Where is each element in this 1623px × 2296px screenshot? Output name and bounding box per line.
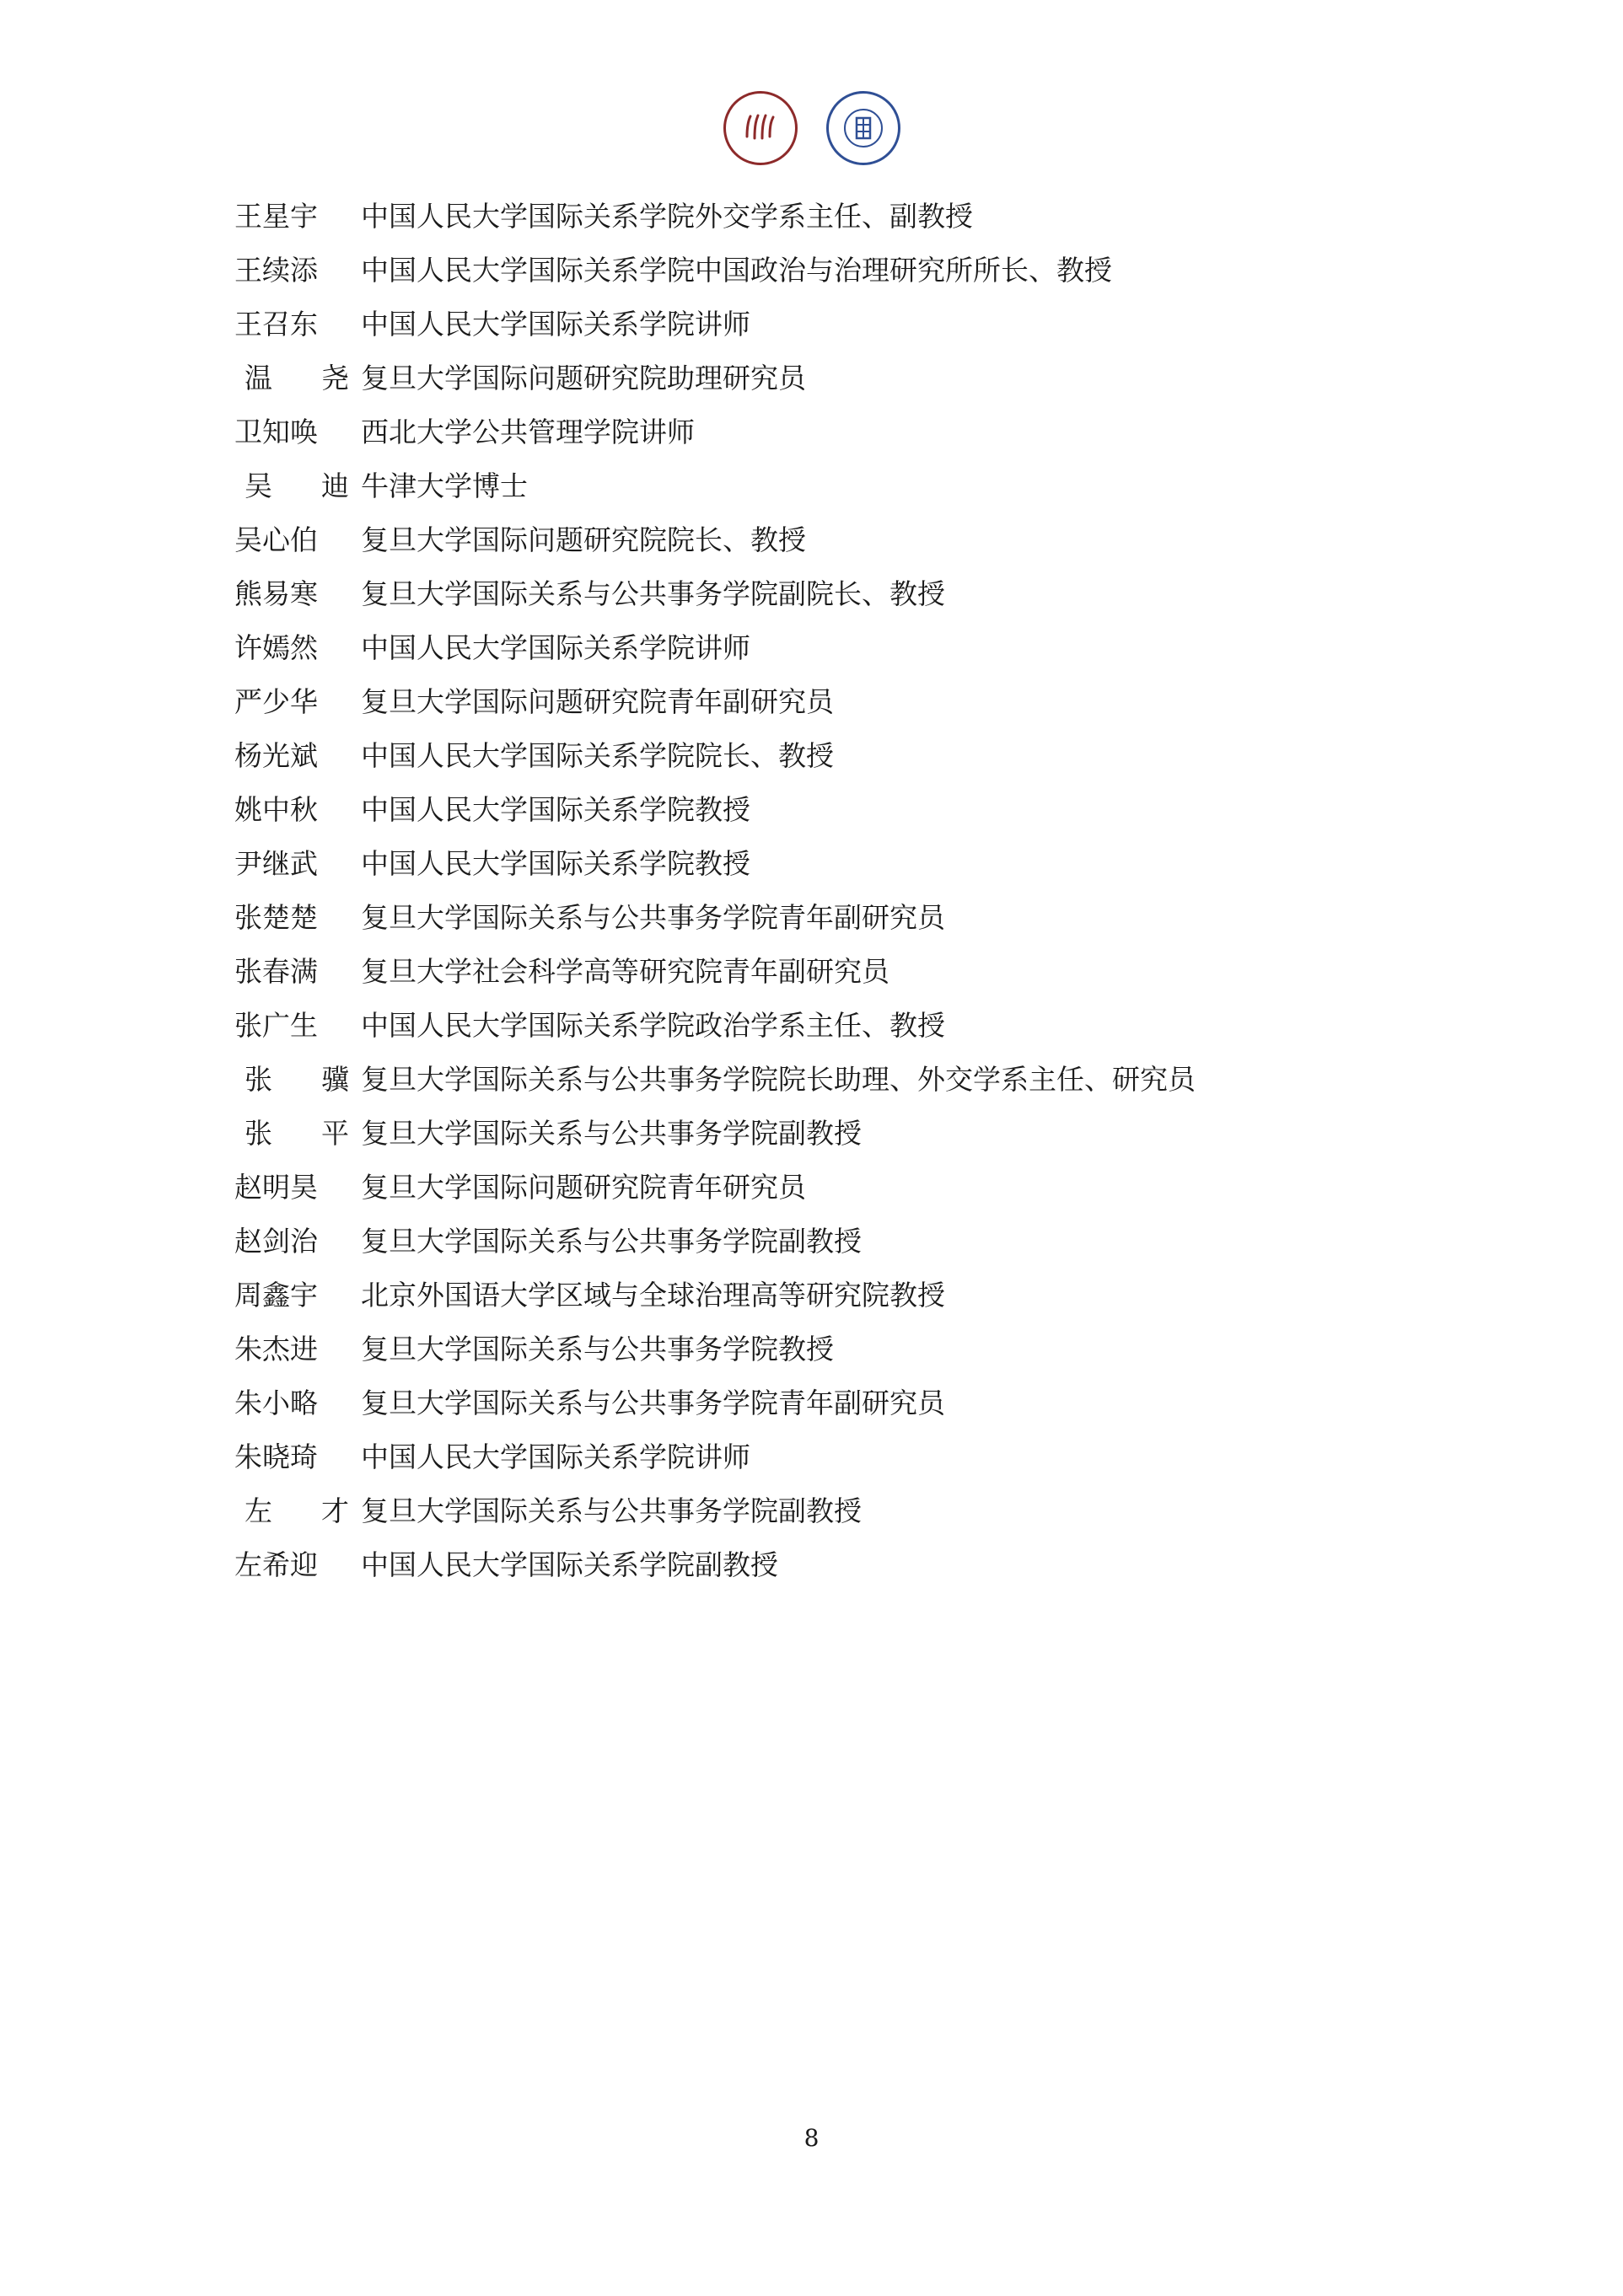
participant-name: 吴 迪 bbox=[245, 469, 349, 502]
list-item bbox=[234, 675, 1432, 729]
participant-affiliation: 复旦大学国际关系与公共事务学院副教授 bbox=[361, 1494, 862, 1527]
participant-affiliation: 复旦大学国际问题研究院院长、教授 bbox=[361, 523, 806, 556]
participant-name: 张 平 bbox=[245, 1117, 349, 1150]
participant-name: 张楚楚 bbox=[234, 901, 318, 934]
list-item bbox=[234, 513, 1432, 567]
participant-name: 熊易寒 bbox=[234, 577, 318, 610]
participant-affiliation: 复旦大学国际问题研究院青年副研究员 bbox=[361, 685, 834, 718]
participant-name: 张 骥 bbox=[245, 1063, 349, 1096]
participant-name: 左希迎 bbox=[234, 1548, 318, 1581]
participant-name: 朱小略 bbox=[234, 1387, 318, 1419]
participant-affiliation: 中国人民大学国际关系学院中国政治与治理研究所所长、教授 bbox=[361, 254, 1112, 287]
list-item bbox=[234, 244, 1432, 298]
participant-affiliation: 复旦大学国际关系与公共事务学院教授 bbox=[361, 1333, 834, 1365]
participant-name: 王续添 bbox=[234, 254, 318, 287]
participant-affiliation: 中国人民大学国际关系学院院长、教授 bbox=[361, 739, 834, 772]
list-item bbox=[234, 1322, 1432, 1376]
list-item bbox=[234, 999, 1432, 1053]
list-item bbox=[234, 1269, 1432, 1322]
list-item bbox=[234, 1053, 1432, 1107]
list-item bbox=[234, 1430, 1432, 1484]
participant-affiliation: 中国人民大学国际关系学院外交学系主任、副教授 bbox=[361, 200, 973, 233]
list-item bbox=[234, 190, 1432, 244]
participant-affiliation: 北京外国语大学区域与全球治理高等研究院教授 bbox=[361, 1279, 945, 1312]
list-item bbox=[234, 405, 1432, 459]
list-item bbox=[234, 567, 1432, 621]
page-number: 8 bbox=[803, 2124, 820, 2152]
ruc-logo-icon bbox=[723, 91, 798, 165]
participant-affiliation: 复旦大学国际关系与公共事务学院青年副研究员 bbox=[361, 1387, 945, 1419]
list-item bbox=[234, 1376, 1432, 1430]
list-item bbox=[234, 1161, 1432, 1215]
participant-name: 朱晓琦 bbox=[234, 1440, 318, 1473]
participant-affiliation: 复旦大学国际问题研究院青年研究员 bbox=[361, 1171, 806, 1204]
fudan-logo-icon bbox=[826, 91, 900, 165]
participant-affiliation: 西北大学公共管理学院讲师 bbox=[361, 416, 695, 448]
list-item bbox=[234, 891, 1432, 945]
participant-list bbox=[234, 190, 1432, 1592]
list-item bbox=[234, 945, 1432, 999]
participant-name: 周鑫宇 bbox=[234, 1279, 318, 1312]
participant-name: 赵剑治 bbox=[234, 1225, 318, 1258]
participant-name: 赵明昊 bbox=[234, 1171, 318, 1204]
participant-affiliation: 中国人民大学国际关系学院教授 bbox=[361, 793, 750, 826]
participant-affiliation: 复旦大学社会科学高等研究院青年副研究员 bbox=[361, 955, 889, 988]
list-item bbox=[234, 837, 1432, 891]
list-item bbox=[234, 1215, 1432, 1269]
participant-name: 姚中秋 bbox=[234, 793, 318, 826]
participant-affiliation: 中国人民大学国际关系学院教授 bbox=[361, 847, 750, 880]
list-item bbox=[234, 1107, 1432, 1161]
participant-affiliation: 复旦大学国际问题研究院助理研究员 bbox=[361, 362, 806, 394]
participant-name: 尹继武 bbox=[234, 847, 318, 880]
participant-name: 左 才 bbox=[245, 1494, 349, 1527]
participant-name: 许嫣然 bbox=[234, 631, 318, 664]
participant-name: 朱杰进 bbox=[234, 1333, 318, 1365]
participant-affiliation: 牛津大学博士 bbox=[361, 469, 528, 502]
participant-affiliation: 复旦大学国际关系与公共事务学院副院长、教授 bbox=[361, 577, 945, 610]
participant-affiliation: 复旦大学国际关系与公共事务学院副教授 bbox=[361, 1117, 862, 1150]
participant-affiliation: 复旦大学国际关系与公共事务学院青年副研究员 bbox=[361, 901, 945, 934]
logo-row bbox=[0, 91, 1623, 165]
list-item bbox=[234, 298, 1432, 351]
participant-name: 温 尧 bbox=[245, 362, 349, 394]
participant-affiliation: 复旦大学国际关系与公共事务学院院长助理、外交学系主任、研究员 bbox=[361, 1063, 1196, 1096]
participant-affiliation: 复旦大学国际关系与公共事务学院副教授 bbox=[361, 1225, 862, 1258]
participant-name: 严少华 bbox=[234, 685, 318, 718]
list-item bbox=[234, 621, 1432, 675]
participant-name: 卫知唤 bbox=[234, 416, 318, 448]
list-item bbox=[234, 1484, 1432, 1538]
list-item bbox=[234, 459, 1432, 513]
participant-affiliation: 中国人民大学国际关系学院讲师 bbox=[361, 631, 750, 664]
participant-affiliation: 中国人民大学国际关系学院讲师 bbox=[361, 308, 750, 341]
list-item bbox=[234, 1538, 1432, 1592]
list-item bbox=[234, 351, 1432, 405]
participant-affiliation: 中国人民大学国际关系学院政治学系主任、教授 bbox=[361, 1009, 945, 1042]
participant-affiliation: 中国人民大学国际关系学院讲师 bbox=[361, 1440, 750, 1473]
participant-name: 杨光斌 bbox=[234, 739, 318, 772]
participant-affiliation: 中国人民大学国际关系学院副教授 bbox=[361, 1548, 778, 1581]
participant-name: 张春满 bbox=[234, 955, 318, 988]
participant-name: 王星宇 bbox=[234, 200, 318, 233]
participant-name: 吴心伯 bbox=[234, 523, 318, 556]
list-item bbox=[234, 783, 1432, 837]
participant-name: 张广生 bbox=[234, 1009, 318, 1042]
list-item bbox=[234, 729, 1432, 783]
participant-name: 王召东 bbox=[234, 308, 318, 341]
